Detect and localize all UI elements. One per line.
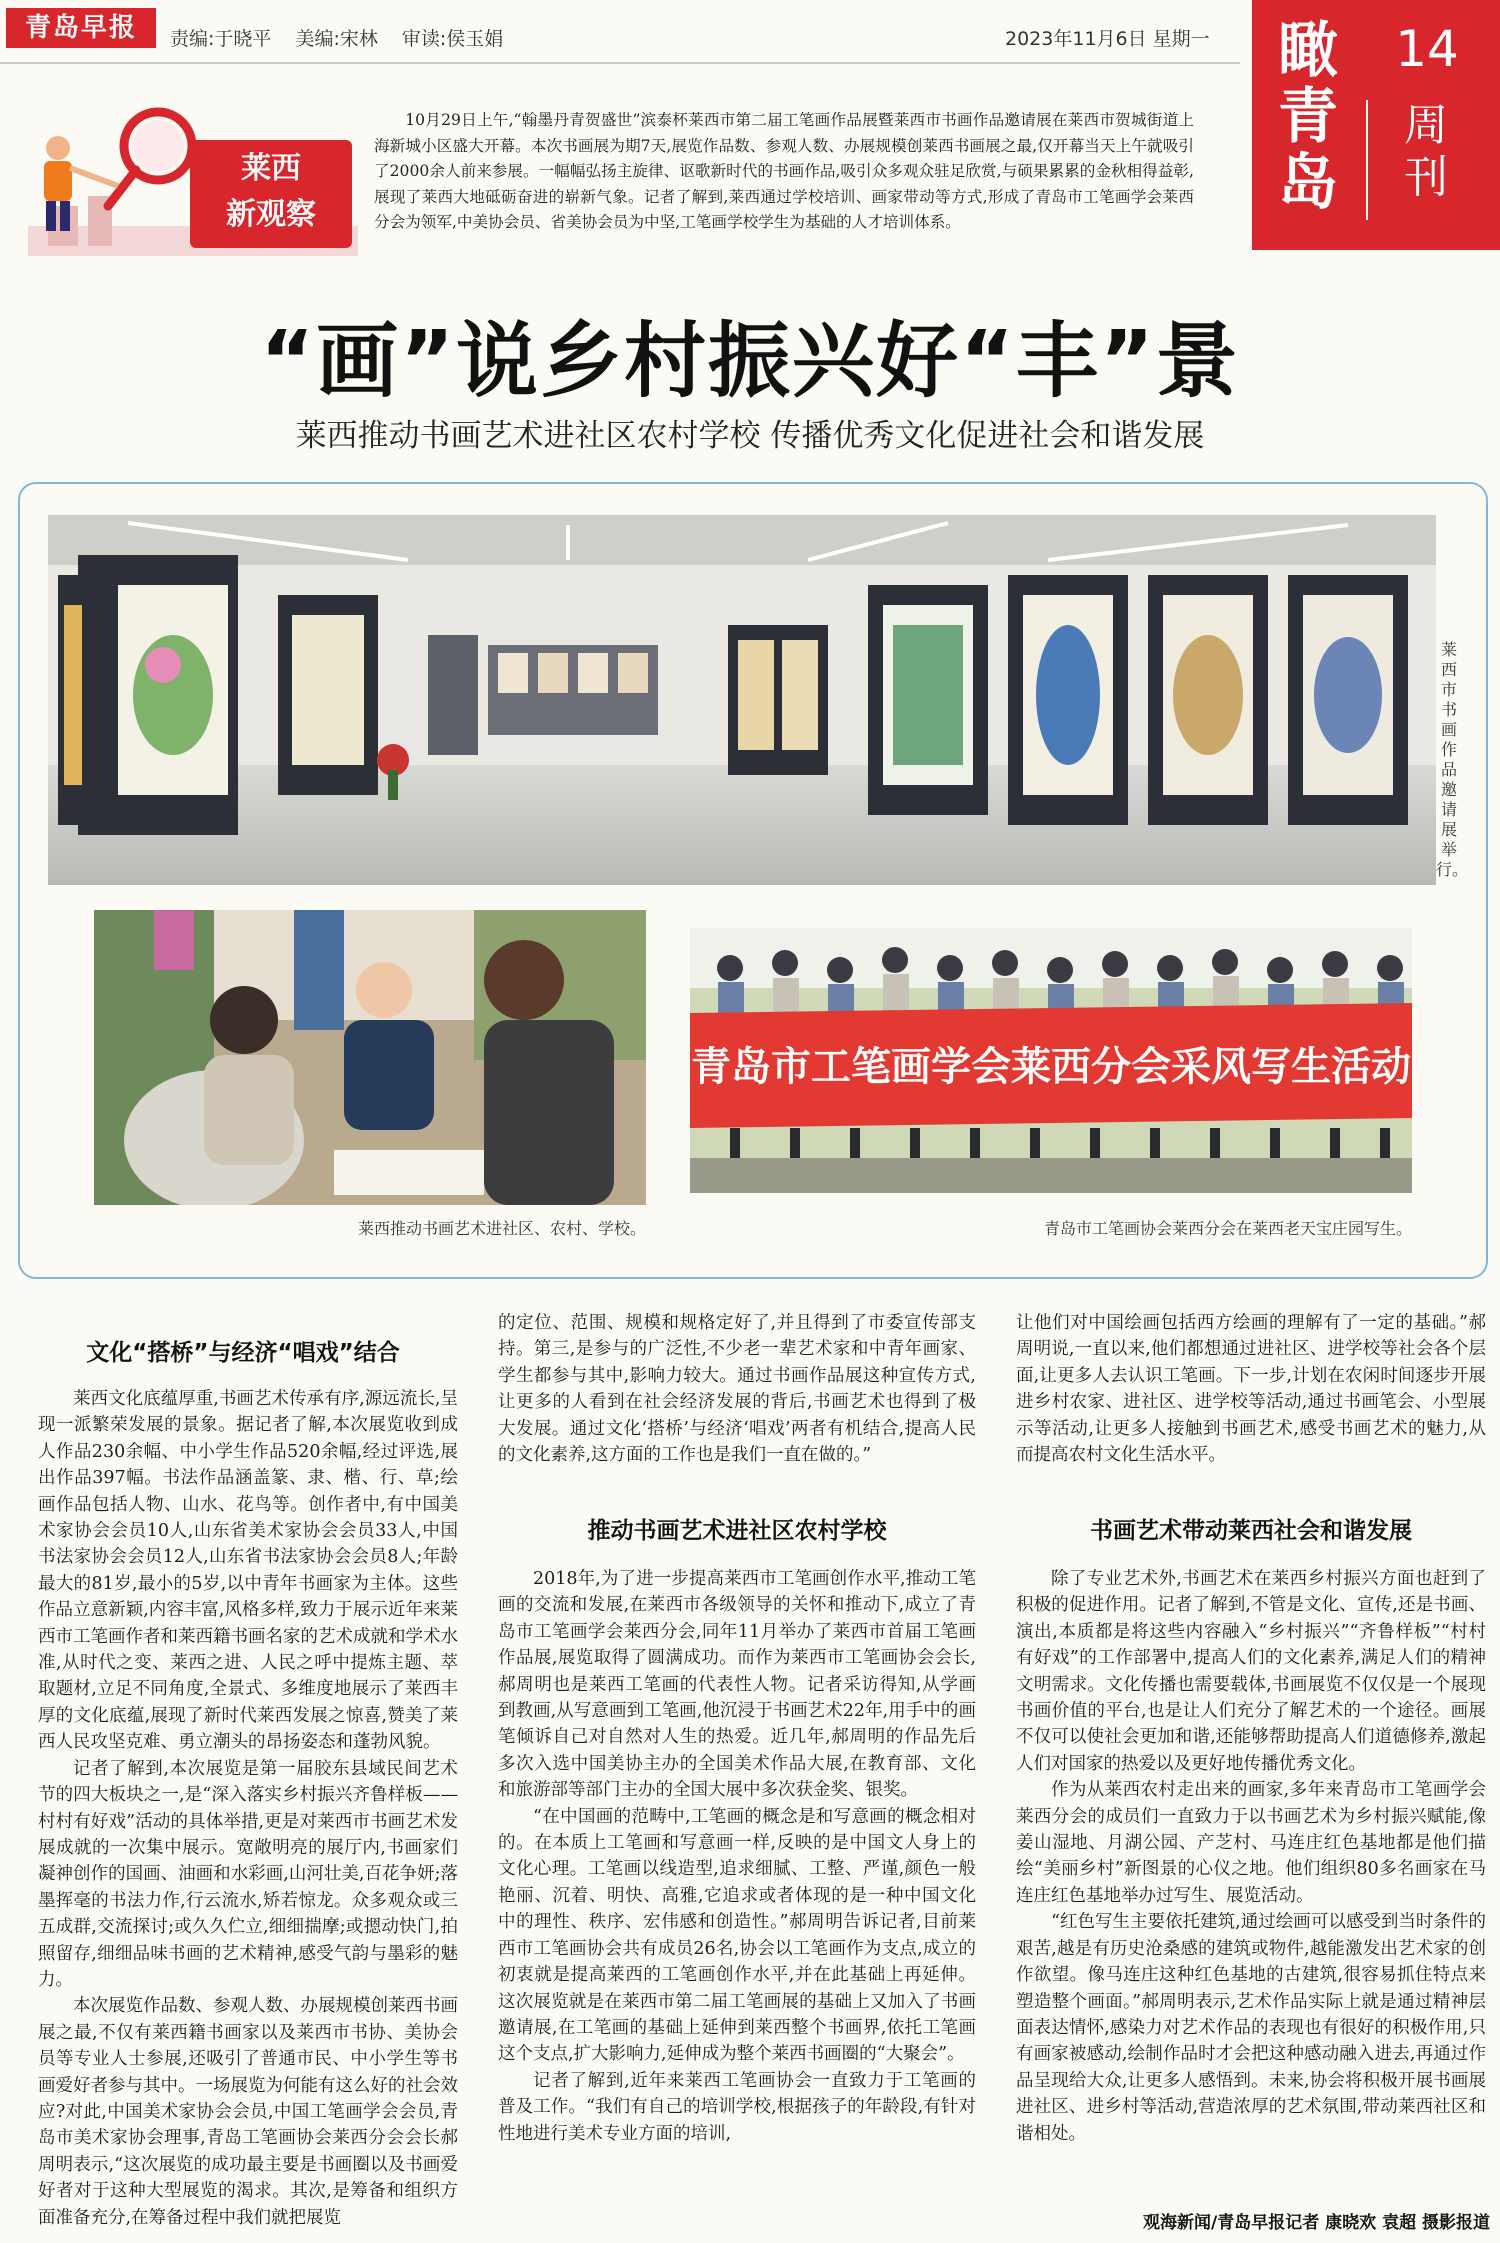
section3-paragraph: 作为从莱西农村走出来的画家,多年来青岛市工笔画学会莱西分会的成员们一直致力于以书画艺术为乡村振兴赋能,像姜山湿地、月湖公园、产芝村、马连庄红色基地都是他们描绘“美丽乡村”新图景的心仪之地。他们组织80多名画家在马连庄红色基地举办过写生、展览活动。 <box>1016 1780 1486 1906</box>
section2-paragraph: “在中国画的范畴中,工笔画的概念是和写意画的概念相对的。在本质上工笔画和写意画一样,反映的是中国文人身上的文化心理。工笔画以线造型,追求细腻、工整、严谨,颜色一般艳丽、沉着、明快、高雅,它追求或者体现的是一种中国文化中的理性、秩序、宏伟感和创造性。”郝周明告诉记者,目前莱西市工笔画协会共有成员26名,协会以工笔画作为支点,成立的初衷就是提高莱西的工笔画创作水平,并在此基础上再延伸。这次展览就是在莱西市第二届工笔画展的基础上又加入了书画邀请展,在工笔画的基础上延伸到莱西整个书画界,依托工笔画这个支点,扩大影响力,延伸成为整个莱西书画圈的“大聚会”。 <box>498 1806 976 2065</box>
exhibition-hall-photo <box>48 515 1436 885</box>
section2-title: 推动书画艺术进社区农村学校 <box>587 1518 887 1544</box>
proofreader-credit: 审读:侯玉娟 <box>401 28 504 50</box>
column-logo-line1: 莱西 <box>241 151 301 186</box>
header-divider <box>0 62 1240 64</box>
photo2-caption: 莱西推动书画艺术进社区、农村、学校。 <box>357 1219 646 1238</box>
section1-paragraph: 本次展览作品数、参观人数、办展规模创莱西书画展之最,不仅有莱西籍书画家以及莱西市书协、美协会员等专业人士参展,还吸引了普通市民、中小学生等书画爱好者参与其中。一场展览为何能有这么好的社会效应?对此,中国美术家协会会员,中国工笔画学会会员,青岛市美术家协会理事,青岛工笔画协会莱西分会会长郝周明表示,“这次展览的成功最主要是书画圈以及书画爱好者对于这种大型展览的渴求。其次,是筹备和组织方面准备充分,在筹备过程中我们就把展览 <box>38 1996 458 2228</box>
section3-paragraph: 除了专业艺术外,书画艺术在莱西乡村振兴方面也赶到了积极的促进作用。记者了解到,不管是文化、宣传,还是书画、演出,本质都是将这些内容融入“乡村振兴”“齐鲁样板”“村村有好戏”的工作部署中,提高人们的文化素养,满足人们的精神文明需求。文化传播也需要载体,书画展览不仅仅是一个展现书画价值的平台,也是让人们充分了解艺术的一个途径。画展不仅可以使社会更加和谐,还能够帮助提高人们道德修养,激起人们对国家的热爱以及更好地传播优秀文化。 <box>1016 1569 1486 1774</box>
editor-credit: 责编:于晓平 <box>170 28 272 50</box>
designer-credit: 美编:宋林 <box>295 28 378 50</box>
section2-paragraph: 记者了解到,近年来莱西工笔画协会一直致力于工笔画的普及工作。“我们有自己的培训学校,根据孩子的年龄段,有针对性地进行美术专业方面的培训, <box>498 2070 976 2144</box>
subheadline: 莱西推动书画艺术进社区农村学校 传播优秀文化促进社会和谐发展 <box>295 418 1205 454</box>
article-column-2 <box>498 1566 976 2226</box>
column-logo-text <box>190 146 352 238</box>
group-photo <box>690 928 1412 1193</box>
weekly-label: 周刊 <box>1404 100 1448 203</box>
section2-paragraph: 2018年,为了进一步提高莱西市工笔画创作水平,推动工笔画的交流和发展,在莱西市各级领导的关怀和推动下,成立了青岛市工笔画学会莱西分会,同年11月举办了莱西市首届工笔画作品展,展览取得了圆满成功。而作为莱西市工笔画协会会长,郝周明也是莱西工笔画的代表性人物。记者采访得知,从学画到教画,从写意画到工笔画,他沉浸于书画艺术22年,用手中的画笔倾诉自己对自然对人生的热爱。近几年,郝周明的作品先后多次入选中国美协主办的全国美术作品大展,在教育部、文化和旅游部等部门主办的全国大展中多次获金奖、银奖。 <box>498 1569 976 1801</box>
masthead-logo: 青岛早报 <box>6 8 156 48</box>
banner-divider <box>1366 100 1368 220</box>
section2-continued-paragraph: 让他们对中国绘画包括西方绘画的理解有了一定的基础。”郝周明说,一直以来,他们都想通过进社区、进学校等社会各个层面,让更多人去认识工笔画。下一步,计划在农闲时间逐步开展进乡村农家、进社区、进学校等活动,通过书画笔会、小型展示等活动,让更多人接触到书画艺术,感受书画艺术的魅力,从而提高农村文化生活水平。 <box>1016 1313 1486 1466</box>
article-column-3-top <box>1016 1310 1486 1468</box>
section3-title: 书画艺术带动莱西社会和谐发展 <box>1090 1518 1412 1544</box>
community-painting-photo <box>94 910 646 1205</box>
section1-paragraph: 莱西文化底蕴厚重,书画艺术传承有序,源远流长,呈现一派繁荣发展的景象。据记者了解,本次展览收到成人作品230余幅、中小学生作品520余幅,经过评选,展出作品397幅。书法作品涵盖篆、隶、楷、行、草;绘画作品包括人物、山水、花鸟等。创作者中,有中国美术家协会会员10人,山东省美术家协会会员33人,中国书法家协会会员12人,山东省书法家协会会员8人;年龄最大的81岁,最小的5岁,以中青年书画家为主体。这些作品立意新颖,内容丰富,风格多样,致力于展示近年来莱西市工笔画作者和莱西籍书画名家的艺术成就和学术水准,从时代之变、莱西之进、人民之呼中提炼主题、萃取题材,立足不同角度,全景式、多维度地展示了莱西丰厚的文化底蕴,展现了新时代莱西发展之惊喜,赞美了莱西人民攻坚克难、勇立潮头的昂扬姿态和蓬勃风貌。 <box>38 1389 458 1753</box>
article-column-2-top <box>498 1310 976 1468</box>
section1-continued-paragraph: 的定位、范围、规模和规格定好了,并且得到了市委宣传部支持。第三,是参与的广泛性,不少老一辈艺术家和中青年画家、学生都参与其中,影响力较大。通过书画作品展这种宣传方式,让更多的人看到在社会经济发展的背后,书画艺术也得到了极大发展。通过文化‘搭桥’与经济‘唱戏’两者有机结合,提高人民的文化素养,这方面的工作也是我们一直在做的。” <box>498 1313 976 1466</box>
column-logo-line2: 新观察 <box>226 197 316 232</box>
photo3-caption: 青岛市工笔画协会莱西分会在莱西老天宝庄园写生。 <box>1043 1219 1412 1238</box>
headline: “画”说乡村振兴好“丰”景 <box>260 314 1240 409</box>
section1-paragraph: 记者了解到,本次展览是第一届胶东县域民间艺术节的四大板块之一,是“深入落实乡村振兴齐鲁样板——村村有好戏”活动的具体举措,更是对莱西市书画艺术发展成就的一次集中展示。宽敞明亮的展厅内,书画家们凝神创作的国画、油画和水彩画,山河壮美,百花争妍;落墨挥毫的书法力作,行云流水,矫若惊龙。众多观众或三五成群,交流探讨;或久久伫立,细细揣摩;或摁动快门,拍照留存,细细品味书画的艺术精神,感受气韵与墨彩的魅力。 <box>38 1758 458 1990</box>
byline: 观海新闻/青岛早报记者 康晓欢 袁超 摄影报道 <box>1143 2213 1490 2233</box>
section-title: 瞰青岛 <box>1278 16 1338 218</box>
section3-paragraph: “红色写生主要依托建筑,通过绘画可以感受到当时条件的艰苦,越是有历史沧桑感的建筑或物件,越能激发出艺术家的创作欲望。像马连庄这种红色基地的古建筑,很容易抓住特点来塑造整个画面。”郝周明表示,艺术作品实际上就是通过精神层面表达情怀,感染力对艺术作品的表现也有很好的积极作用,只有画家被感动,绘制作品时才会把这种感动融入进去,再通过作品呈现给大众,让更多人感悟到。未来,协会将积极开展书画展进社区、进乡村等活动,营造浓厚的艺术氛围,带动莱西社区和谐相处。 <box>1016 1912 1486 2144</box>
page-number: 14 <box>1395 20 1459 78</box>
lead-paragraph: 10月29日上午,“翰墨丹青贺盛世”滨泰杯莱西市第二届工笔画作品展暨莱西市书画作品邀请展在莱西市贺城街道上海新城小区盛大开幕。本次书画展为期7天,展览作品数、参观人数、办展规模创莱西书画展之最,仅开幕当天上午就吸引了2000余人前来参展。一幅幅弘扬主旋律、讴歌新时代的书画作品,吸引众多观众驻足欣赏,与硕果累累的金秋相得益彰,展现了莱西大地砥砺奋进的崭新气象。记者了解到,莱西通过学校培训、画家带动等方式,形成了青岛市工笔画学会莱西分会为领军,中美协会员、省美协会员为中坚,工笔画学校学生为基础的人才培训体系。 <box>374 111 1194 232</box>
editors-line <box>170 24 521 51</box>
issue-date: 2023年11月6日 星期一 <box>1005 28 1210 50</box>
article-column-1 <box>38 1386 458 2236</box>
photo1-caption: 莱西市书画作品邀请展举行。 <box>1436 640 1469 879</box>
article-column-3 <box>1016 1566 1486 2206</box>
section1-title: 文化“搭桥”与经济“唱戏”结合 <box>86 1340 400 1366</box>
activity-banner-text: 青岛市工笔画学会莱西分会采风写生活动 <box>691 1044 1411 1090</box>
